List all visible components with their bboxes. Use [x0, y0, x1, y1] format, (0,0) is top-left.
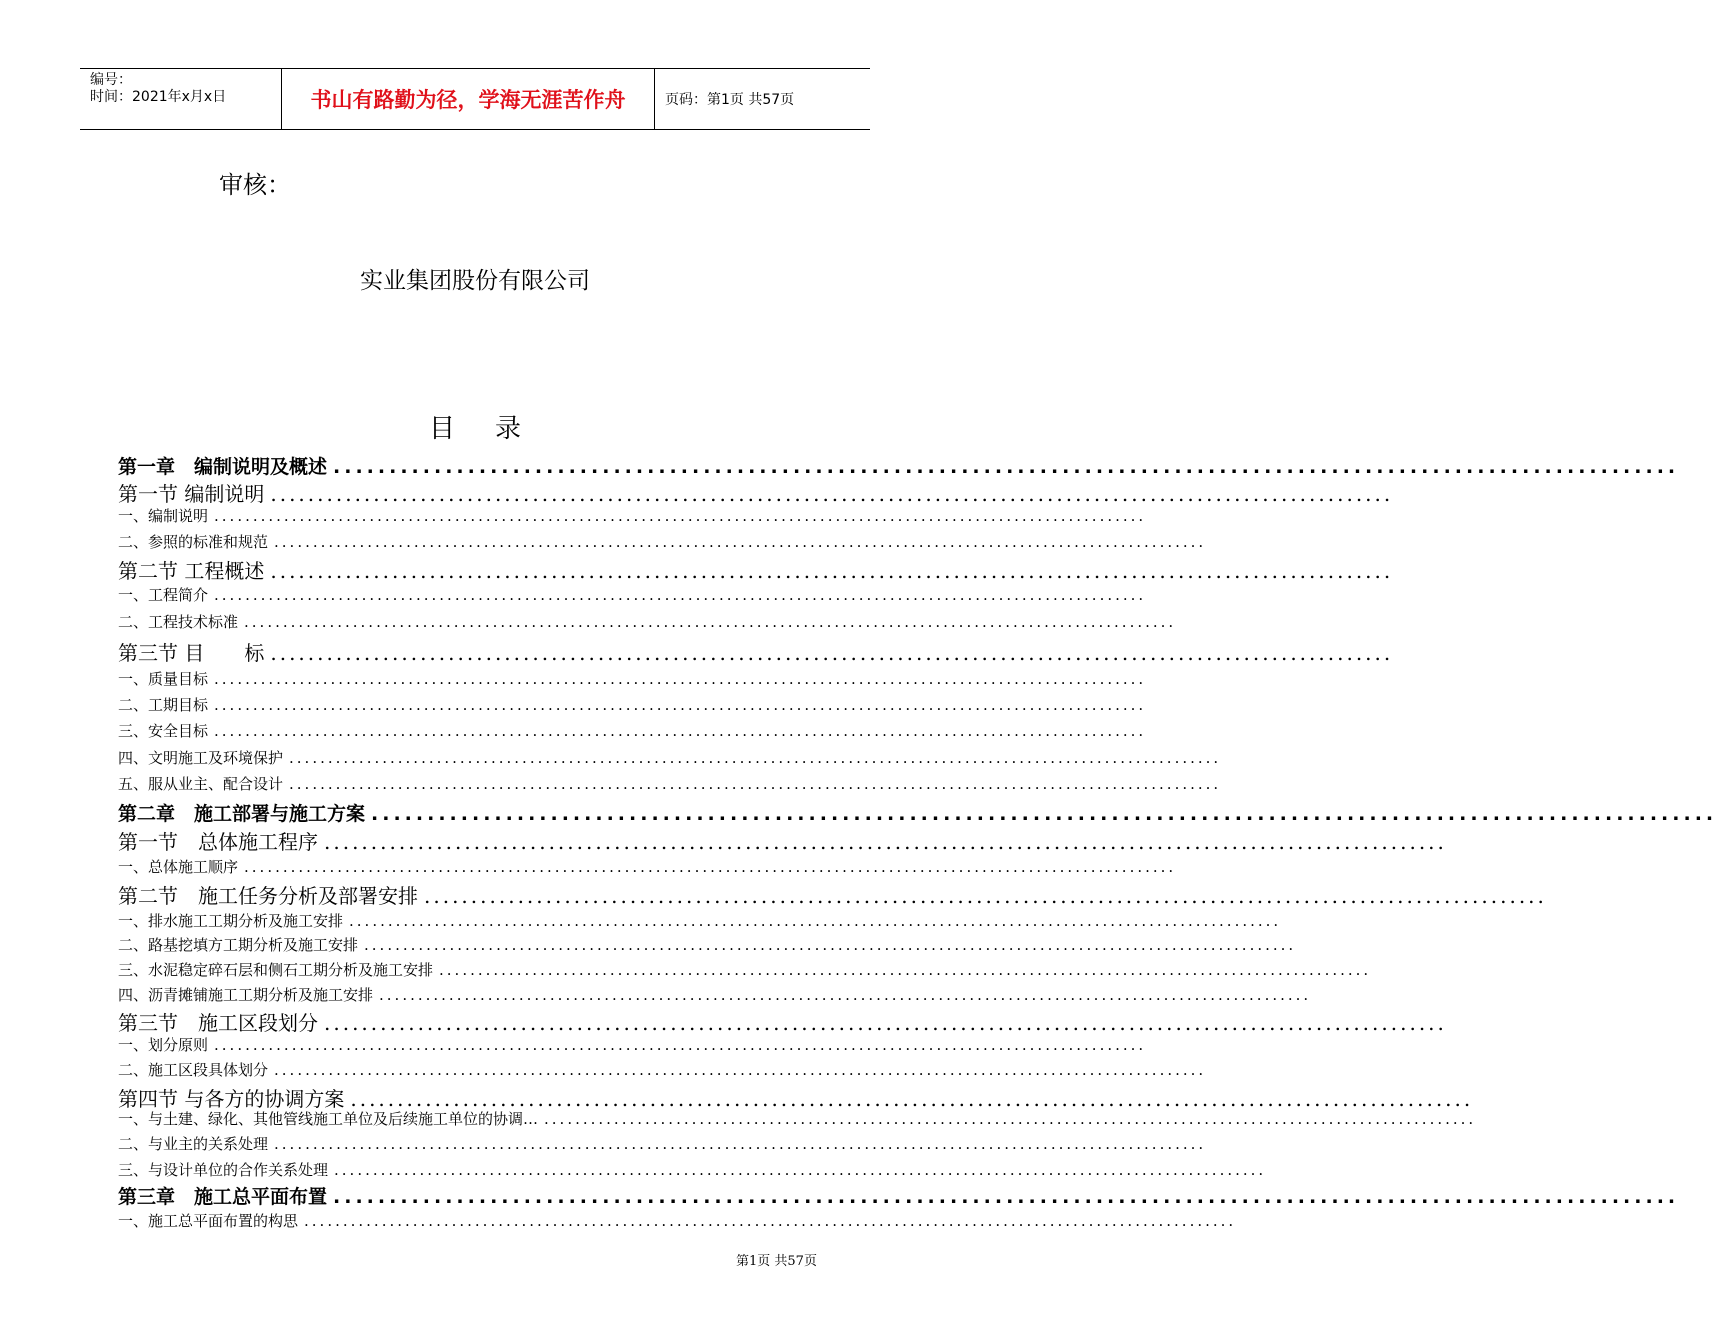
toc-entry	[118, 880, 1547, 909]
toc-entry-text: 一、工程简介	[118, 586, 209, 604]
toc-leader-dots: ........................................................................................................................	[274, 1135, 1207, 1153]
toc-entry-text: 第三节 施工区段划分	[118, 1011, 318, 1035]
toc-leader-dots: ........................................................................................................................	[334, 1161, 1267, 1179]
toc-leader-dots: ........................................................................................................................	[333, 1186, 1680, 1208]
toc-title: 目录	[428, 414, 561, 444]
toc-leader-dots: ........................................................................................................................	[214, 670, 1147, 688]
toc-entry-text: 第二章 施工部署与施工方案	[118, 803, 366, 825]
toc-entry	[118, 1182, 1680, 1209]
toc-leader-dots: ........................................................................................................................	[349, 912, 1282, 930]
toc-entry-text: 第四节 与各方的协调方案	[118, 1087, 345, 1111]
toc-leader-dots: ........................................................................................................................	[214, 507, 1147, 525]
toc-entry	[118, 637, 1394, 666]
toc-entry-text: 二、与业主的关系处理	[118, 1135, 269, 1153]
toc-entry-text: 一、质量目标	[118, 670, 209, 688]
toc-leader-dots: ........................................................................................................................	[364, 936, 1297, 954]
toc-leader-dots: ........................................................................................................................	[244, 858, 1177, 876]
toc-entry-text: 一、施工总平面布置的构思	[118, 1212, 299, 1230]
toc-entry	[118, 773, 1222, 794]
toc-entry	[118, 555, 1394, 584]
toc-entry	[118, 1159, 1267, 1180]
toc-entry-text: 三、与设计单位的合作关系处理	[118, 1161, 329, 1179]
toc-leader-dots: ........................................................................................................................	[289, 749, 1222, 767]
toc-leader-dots: ........................................................................................................................	[214, 696, 1147, 714]
document-date: 时间：2021年x月x日	[90, 89, 227, 105]
toc-leader-dots: ........................................................................................................................	[379, 986, 1312, 1004]
toc-entry-text: 第三节 目 标	[118, 641, 265, 665]
toc-entry	[118, 1059, 1207, 1080]
toc-entry	[118, 452, 1680, 479]
toc-entry-text: 五、服从业主、配合设计	[118, 775, 284, 793]
toc-entry-text: 二、工期目标	[118, 696, 209, 714]
review-label: 审核：	[219, 171, 291, 199]
toc-leader-dots: ........................................................................................................................	[324, 830, 1447, 854]
toc-entry-text: 二、参照的标准和规范	[118, 533, 269, 551]
toc-leader-dots: ........................................................................................................................	[214, 1036, 1147, 1054]
toc-entry-text: 二、施工区段具体划分	[118, 1061, 269, 1079]
toc-leader-dots: ........................................................................................................................	[270, 559, 1394, 583]
toc-entry	[118, 1108, 1477, 1129]
toc-entry	[118, 826, 1447, 855]
toc-leader-dots: ........................................................................................................................	[333, 456, 1680, 478]
toc-leader-dots: ........................................................................................................................	[544, 1110, 1477, 1128]
toc-leader-dots: ........................................................................................................................	[439, 961, 1372, 979]
toc-leader-dots: ........................................................................................................................	[350, 1087, 1474, 1111]
toc-entry-text: 第三章 施工总平面布置	[118, 1186, 328, 1208]
toc-entry	[118, 505, 1147, 526]
toc-entry-text: 第二节 施工任务分析及部署安排	[118, 884, 418, 908]
toc-entry	[118, 668, 1147, 689]
toc-leader-dots: ........................................................................................................................	[274, 1061, 1207, 1079]
toc-leader-dots: ........................................................................................................................	[270, 482, 1394, 506]
toc-entry	[118, 694, 1147, 715]
toc-entry-text: 一、总体施工顺序	[118, 858, 239, 876]
toc-entry	[118, 531, 1207, 552]
header-meta	[80, 69, 282, 129]
toc-entry-text: 二、工程技术标准	[118, 613, 239, 631]
toc-leader-dots: ........................................................................................................................	[214, 586, 1147, 604]
toc-entry	[118, 1210, 1237, 1231]
toc-leader-dots: ........................................................................................................................	[304, 1212, 1237, 1230]
toc-entry-text: 一、与土建、绿化、其他管线施工单位及后续施工单位的协调…	[118, 1110, 539, 1128]
page-header	[80, 68, 870, 130]
header-page-info: 页码：第1页 共57页	[665, 92, 795, 108]
toc-leader-dots: ........................................................................................................................	[324, 1011, 1447, 1035]
toc-entry	[118, 934, 1297, 955]
toc-entry-text: 第二节 工程概述	[118, 559, 265, 583]
toc-entry	[118, 478, 1394, 507]
toc-leader-dots: ........................................................................................................................	[214, 722, 1147, 740]
toc-entry-text: 四、沥青摊铺施工工期分析及施工安排	[118, 986, 374, 1004]
toc-entry	[118, 959, 1372, 980]
toc-entry	[118, 584, 1147, 605]
toc-leader-dots: ........................................................................................................................	[270, 641, 1394, 665]
toc-entry-text: 一、划分原则	[118, 1036, 209, 1054]
company-name: 实业集团股份有限公司	[360, 268, 590, 294]
toc-entry	[118, 747, 1222, 768]
toc-entry	[118, 910, 1282, 931]
toc-leader-dots: ........................................................................................................................	[371, 803, 1717, 825]
toc-entry-text: 第一章 编制说明及概述	[118, 456, 328, 478]
toc-entry-text: 三、安全目标	[118, 722, 209, 740]
toc-entry-text: 第一节 编制说明	[118, 482, 265, 506]
toc-leader-dots: ........................................................................................................................	[289, 775, 1222, 793]
toc-entry	[118, 1034, 1147, 1055]
toc-entry	[118, 856, 1177, 877]
toc-entry	[118, 799, 1717, 826]
toc-entry	[118, 611, 1177, 632]
toc-entry-text: 三、水泥稳定碎石层和侧石工期分析及施工安排	[118, 961, 434, 979]
page-footer: 第1页 共57页	[736, 1254, 817, 1269]
toc-entry-text: 一、编制说明	[118, 507, 209, 525]
toc-entry-text: 四、文明施工及环境保护	[118, 749, 284, 767]
toc-leader-dots: ........................................................................................................................	[274, 533, 1207, 551]
toc-entry-text: 第一节 总体施工程序	[118, 830, 318, 854]
toc-entry	[118, 1133, 1207, 1154]
document-number-label: 编号：	[90, 72, 132, 88]
toc-entry	[118, 1007, 1447, 1036]
toc-leader-dots: ........................................................................................................................	[244, 613, 1177, 631]
toc-entry	[118, 720, 1147, 741]
toc-entry-text: 二、路基挖填方工期分析及施工安排	[118, 936, 359, 954]
header-motto: 书山有路勤为径，学海无涯苦作舟	[282, 69, 655, 129]
toc-entry-text: 一、排水施工工期分析及施工安排	[118, 912, 344, 930]
toc-leader-dots: ........................................................................................................................	[424, 884, 1547, 908]
toc-entry	[118, 984, 1312, 1005]
